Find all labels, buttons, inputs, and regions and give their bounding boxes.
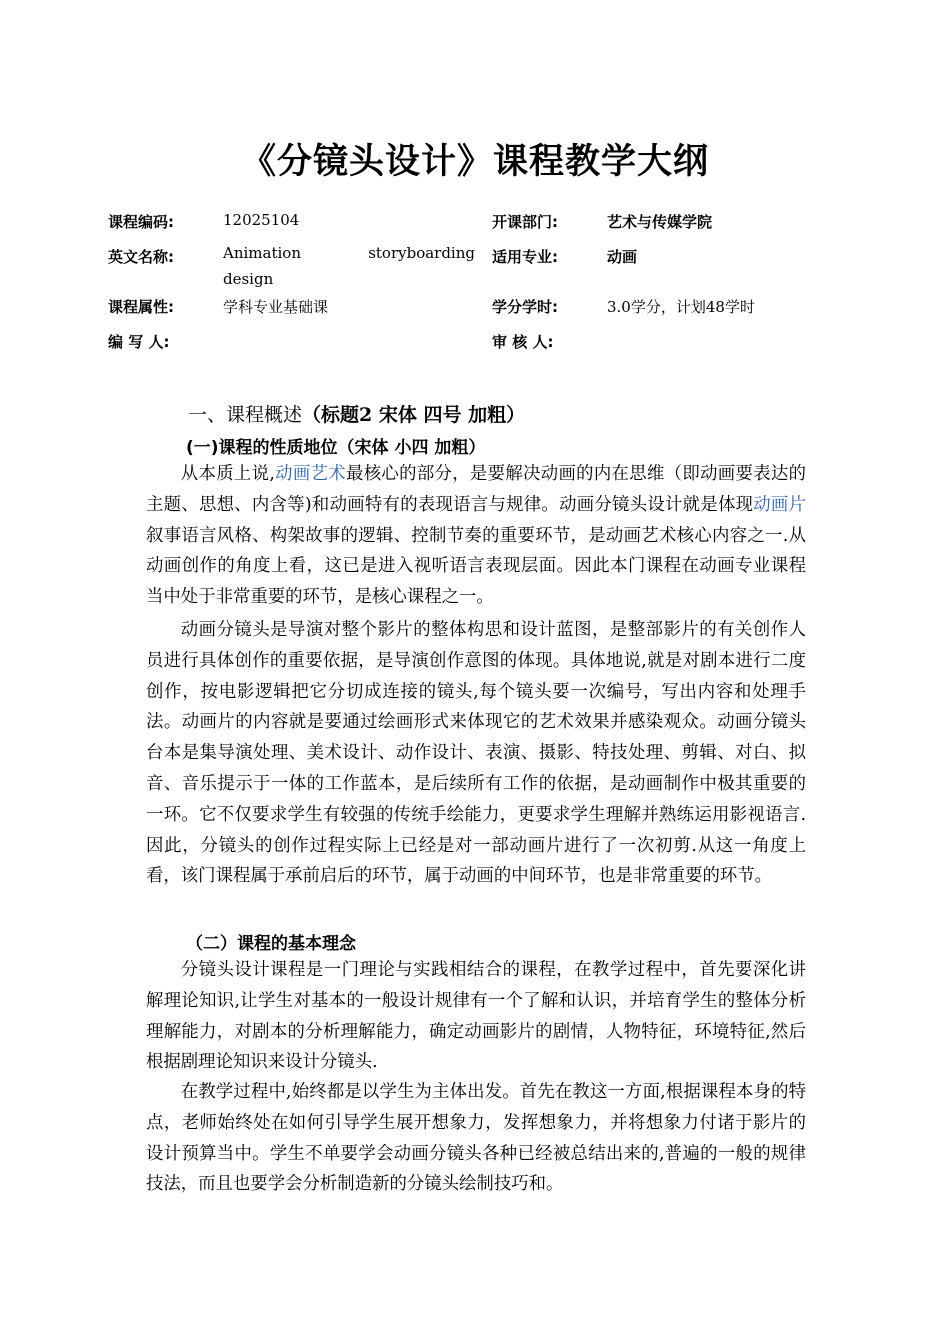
- paragraph-1: [146, 459, 806, 613]
- section-heading: [188, 400, 525, 427]
- paragraph-1-text-c: 叙事语言风格、构架故事的逻辑、控制节奏的重要环节，是动画艺术核心内容之一.从动画创作的角度上看，这已是进入视听语言表现层面。因此本门课程在动画专业课程当中处于非常重要的环节，是核心课程之一。: [146, 525, 806, 608]
- english-name-word-1: Animation: [223, 244, 301, 262]
- course-attr-label: 课程属性:: [108, 298, 174, 316]
- course-code-value: 12025104: [223, 211, 300, 229]
- english-name-value: [223, 244, 475, 262]
- section-heading-note: （标题2 宋体 四号 加粗）: [302, 404, 526, 426]
- course-code-label: 课程编码:: [108, 213, 174, 231]
- major-value: 动画: [607, 248, 638, 266]
- paragraph-3: 分镜头设计课程是一门理论与实践相结合的课程，在教学过程中，首先要深化讲解理论知识,让学生对基本的一般设计规律有一个了解和认识，并培育学生的整体分析理解能力，对剧本的分析理解能力，确定动画影片的剧情，人物特征，环境特征,然后根据剧理论知识来设计分镜头.: [146, 960, 806, 1073]
- paragraph-2: 动画分镜头是导演对整个影片的整体构思和设计蓝图，是整部影片的有关创作人员进行具体创作的重要依据，是导演创作意图的体现。具体地说,就是对剧本进行二度创作，按电影逻辑把它分切成连接的镜头,每个镜头要一次编号，写出内容和处理手法。动画片的内容就是要通过绘画形式来体现它的艺术效果并感染观众。动画分镜头台本是集导演处理、美术设计、动作设计、表演、摄影、特技处理、剪辑、对白、拟音、音乐提示于一体的工作蓝本，是后续所有工作的依据，是动画制作中极其重要的一环。它不仅要求学生有较强的传统手绘能力，更要求学生理解并熟练运用影视语言.因此，分镜头的创作过程实际上已经是对一部动画片进行了一次初剪.从这一角度上看，该门课程属于承前启后的环节，属于动画的中间环节，也是非常重要的环节。: [146, 620, 806, 887]
- course-attr-value: 学科专业基础课: [223, 298, 329, 316]
- department-value: 艺术与传媒学院: [607, 213, 713, 231]
- paragraph-1-text-a: 从本质上说,: [180, 464, 275, 484]
- reviewer-label: 审 核 人:: [492, 333, 554, 351]
- credit-value: 3.0学分，计划48学时: [607, 298, 755, 316]
- english-name-label: 英文名称:: [108, 248, 174, 266]
- department-label: 开课部门:: [492, 213, 558, 231]
- author-label: 编 写 人:: [108, 333, 170, 351]
- english-name-word-2: storyboarding: [368, 244, 475, 262]
- major-label: 适用专业:: [492, 248, 558, 266]
- paragraph-4: 在教学过程中,始终都是以学生为主体出发。首先在教这一方面,根据课程本身的特点，老师始终处在如何引导学生展开想象力，发挥想象力，并将想象力付诸于影片的设计预算当中。学生不单要学会动画分镜头各种已经被总结出来的,普遍的一般的规律技法，而且也要学会分析制造新的分镜头绘制技巧和。: [146, 1082, 806, 1195]
- subsection-heading-2: （二）课程的基本理念: [186, 934, 356, 954]
- paragraph-1-text-b: 最核心的部分，是要解决动画的内在思维（即动画要表达的主题、思想、内含等)和动画特有的表现语言与规律。动画分镜头设计就是体现: [146, 464, 806, 515]
- subsection-heading-1: (一)课程的性质地位（宋体 小四 加粗）: [186, 438, 486, 458]
- section-heading-text: 一、课程概述: [188, 404, 303, 426]
- document-title: 《分镜头设计》课程教学大纲: [240, 142, 709, 182]
- english-name-word-3: design: [223, 270, 274, 288]
- link-animated-film[interactable]: 动画片: [753, 494, 806, 515]
- link-animation-art[interactable]: 动画艺术: [274, 464, 346, 484]
- credit-label: 学分学时:: [492, 298, 558, 316]
